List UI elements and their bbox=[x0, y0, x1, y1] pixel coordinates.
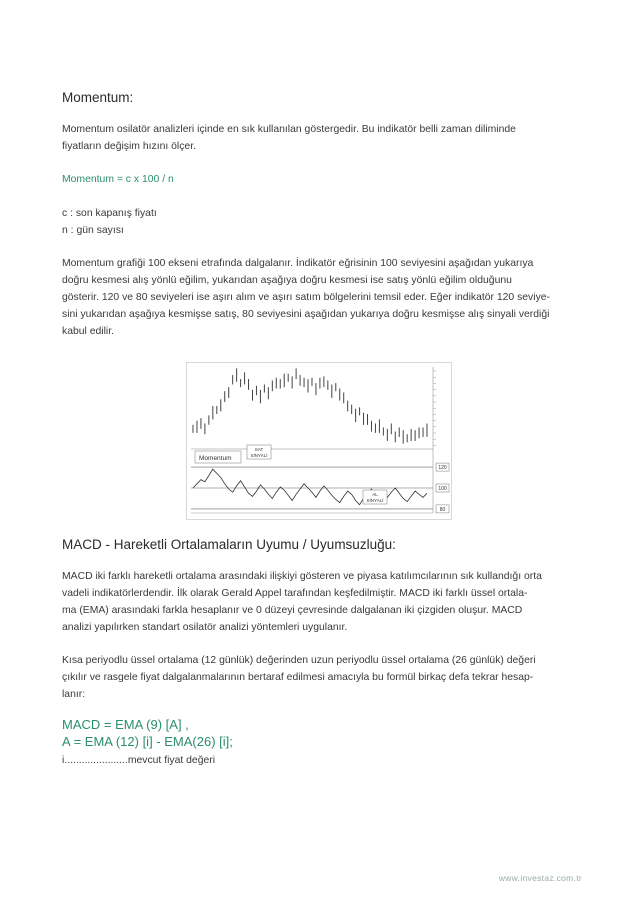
macd-formula-1: MACD = EMA (9) [A] , bbox=[62, 717, 189, 732]
svg-text:120: 120 bbox=[438, 465, 447, 472]
svg-text:80: 80 bbox=[439, 506, 446, 513]
momentum-formula: Momentum = c x 100 / n bbox=[62, 174, 174, 185]
macd-formula-2: A = EMA (12) [i] - EMA(26) [i]; bbox=[62, 734, 233, 749]
buy-signal-line-2: SİNYALİ bbox=[366, 498, 384, 503]
momentum-body-line-3: gösterir. 120 ve 80 seviyeleri ise aşırı alım ve aşırı satım bölgelerini temsil eder. Eğer indikatör 120 seviye- bbox=[62, 292, 550, 303]
level-label-100 bbox=[436, 484, 449, 492]
level-label-120 bbox=[436, 463, 449, 471]
level-label-80 bbox=[436, 505, 449, 513]
momentum-intro-line-1: Momentum osilatör analizleri içinde en sık kullanılan göstergedir. Bu indikatör belli zaman diliminde bbox=[62, 124, 516, 135]
momentum-body-line-4: sini yukarıdan aşağıya kesmişse satış, 80 seviyesini aşağıdan yukarıya doğru kesmişse alış sinyali verdiği bbox=[62, 309, 550, 320]
sell-signal-line-2: SİNYALİ bbox=[250, 453, 268, 458]
buy-signal-line-1: AL bbox=[372, 492, 378, 497]
macd-formula-3: i......................mevcut fiyat değeri bbox=[62, 755, 216, 766]
sell-signal-line-1: SAT bbox=[254, 447, 264, 452]
momentum-chart bbox=[186, 362, 452, 520]
momentum-intro-line-2: fiyatların değişim hızını ölçer. bbox=[62, 141, 196, 152]
definition-n: n : gün sayısı bbox=[62, 225, 124, 236]
macd-p2-line-3: lanır: bbox=[62, 689, 86, 700]
momentum-chart-svg bbox=[187, 363, 451, 519]
macd-p1-line-2: vadeli indikatörlerdendir. İlk olarak Gerald Appel tarafından keşfedilmiştir. MACD iki farklı üssel ortala- bbox=[62, 588, 528, 599]
macd-p2-line-2: çıkılır ve rasgele fiyat dalgalanmalarının bertaraf edilmesi amacıyla bu formül birkaç defa tekrar hesap- bbox=[62, 672, 534, 683]
definition-c: c : son kapanış fiyatı bbox=[62, 208, 157, 219]
momentum-body-line-5: kabul edilir. bbox=[62, 326, 114, 337]
macd-heading: MACD - Hareketli Ortalamaların Uyumu / Uyumsuzluğu: bbox=[62, 537, 396, 552]
sell-signal-annotation bbox=[247, 445, 271, 459]
macd-p2-line-1: Kısa periyodlu üssel ortalama (12 günlük) değerinden uzun periyodlu üssel ortalama (26 günlük) değeri bbox=[62, 655, 536, 666]
momentum-body-line-1: Momentum grafiği 100 ekseni etrafında dalgalanır. İndikatör eğrisinin 100 seviyesini aşağıdan yukarıya bbox=[62, 258, 534, 269]
momentum-heading: Momentum: bbox=[62, 90, 134, 105]
svg-text:100: 100 bbox=[438, 486, 447, 492]
momentum-panel-label: Momentum bbox=[199, 455, 232, 462]
footer-url[interactable]: www.investaz.com.tr bbox=[498, 873, 582, 883]
macd-p1-line-4: analizi yapılırken standart osilatör analizi yöntemleri uygulanır. bbox=[62, 622, 348, 633]
macd-p1-line-1: MACD iki farklı hareketli ortalama arasındaki ilişkiyi gösteren ve piyasa katılımcılarının sık kullandığı orta bbox=[62, 571, 542, 582]
macd-p1-line-3: ma (EMA) arasındaki farkla hesaplanır ve 0 düzeyi çevresinde dalgalanan iki çizgiden oluşur. MACD bbox=[62, 605, 523, 616]
momentum-body-line-2: doğru kesmesi alış yönlü eğilim, yukarıdan aşağıya doğru kesmesi ise satış yönlü eğilim olduğunu bbox=[62, 275, 512, 286]
buy-signal-annotation bbox=[363, 490, 387, 504]
